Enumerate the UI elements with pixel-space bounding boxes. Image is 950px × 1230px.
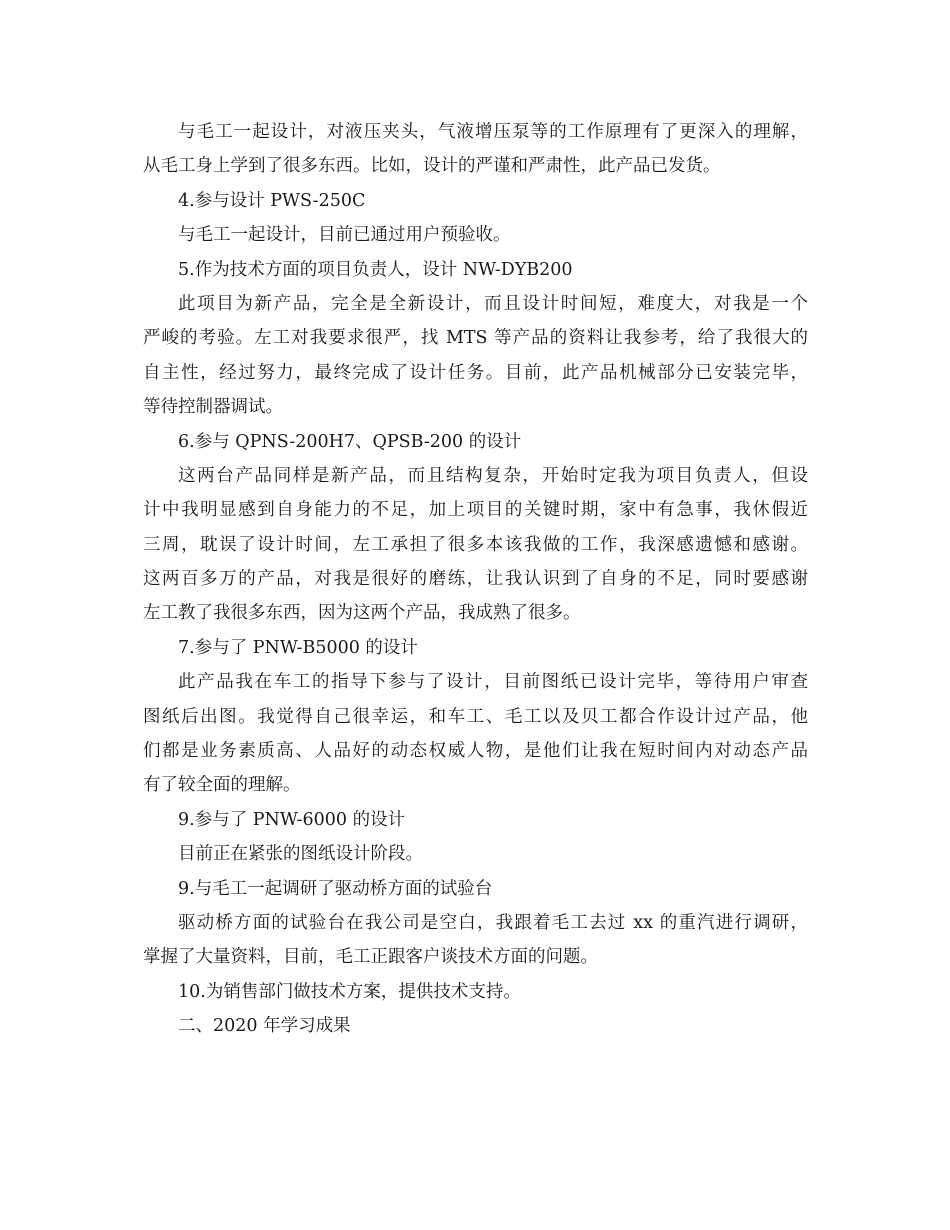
paragraph-line: 从毛工身上学到了很多东西。比如，设计的严谨和严肃性，此产品已发货。 [143,156,721,177]
paragraph-line: 这两台产品同样是新产品，而且结构复杂，开始时定我为项目负责人，但设 [178,465,808,486]
paragraph-line: 三周，耽误了设计时间，左工承担了很多本该我做的工作，我深感遗憾和感谢。 [143,534,808,555]
document-body [143,115,808,1044]
paragraph-line: 图纸后出图。我觉得自己很幸运，和车工、毛工以及贝工都合作设计过产品，他 [143,706,808,727]
item-heading: 4.参与设计 PWS-250C [178,190,366,211]
item-heading: 9.与毛工一起调研了驱动桥方面的试验台 [178,878,493,899]
item-heading: 6.参与 QPNS-200H7、QPSB-200 的设计 [178,431,522,452]
item-heading: 7.参与了 PNW-B5000 的设计 [178,637,418,658]
paragraph-line: 驱动桥方面的试验台在我公司是空白，我跟着毛工去过 xx 的重汽进行调研， [178,912,808,933]
section-heading: 二、2020 年学习成果 [178,1016,351,1037]
item-heading: 5.作为技术方面的项目负责人，设计 NW-DYB200 [178,259,573,280]
item-heading: 10.为销售部门做技术方案，提供技术支持。 [178,981,521,1002]
paragraph-line: 计中我明显感到自身能力的不足，加上项目的关键时期，家中有急事，我休假近 [143,500,808,521]
paragraph-line: 这两百多万的产品，对我是很好的磨练，让我认识到了自身的不足，同时要感谢 [143,569,808,590]
item-heading: 9.参与了 PNW-6000 的设计 [178,809,406,830]
paragraph-line: 与毛工一起设计，对液压夹头，气液增压泵等的工作原理有了更深入的理解， [178,122,808,142]
paragraph-line: 掌握了大量资料，目前，毛工正跟客户谈技术方面的问题。 [143,947,598,968]
paragraph-line: 有了较全面的理解。 [143,775,301,796]
paragraph-line: 们都是业务素质高、人品好的动态权威人物，是他们让我在短时间内对动态产品 [143,741,808,762]
paragraph-line: 自主性，经过努力，最终完成了设计任务。目前，此产品机械部分已安装完毕， [143,362,808,383]
paragraph-line: 与毛工一起设计，目前已通过用户预验收。 [178,225,511,246]
paragraph-line: 严峻的考验。左工对我要求很严，找 MTS 等产品的资料让我参考，给了我很大的 [143,328,808,349]
paragraph-line: 等待控制器调试。 [143,397,283,418]
paragraph-line: 目前正在紧张的图纸设计阶段。 [178,844,423,865]
paragraph-line: 此产品我在车工的指导下参与了设计，目前图纸已设计完毕，等待用户审查 [178,672,808,693]
paragraph-line: 左工教了我很多东西，因为这两个产品，我成熟了很多。 [143,603,581,624]
paragraph-line: 此项目为新产品，完全是全新设计，而且设计时间短，难度大，对我是一个 [178,293,808,314]
